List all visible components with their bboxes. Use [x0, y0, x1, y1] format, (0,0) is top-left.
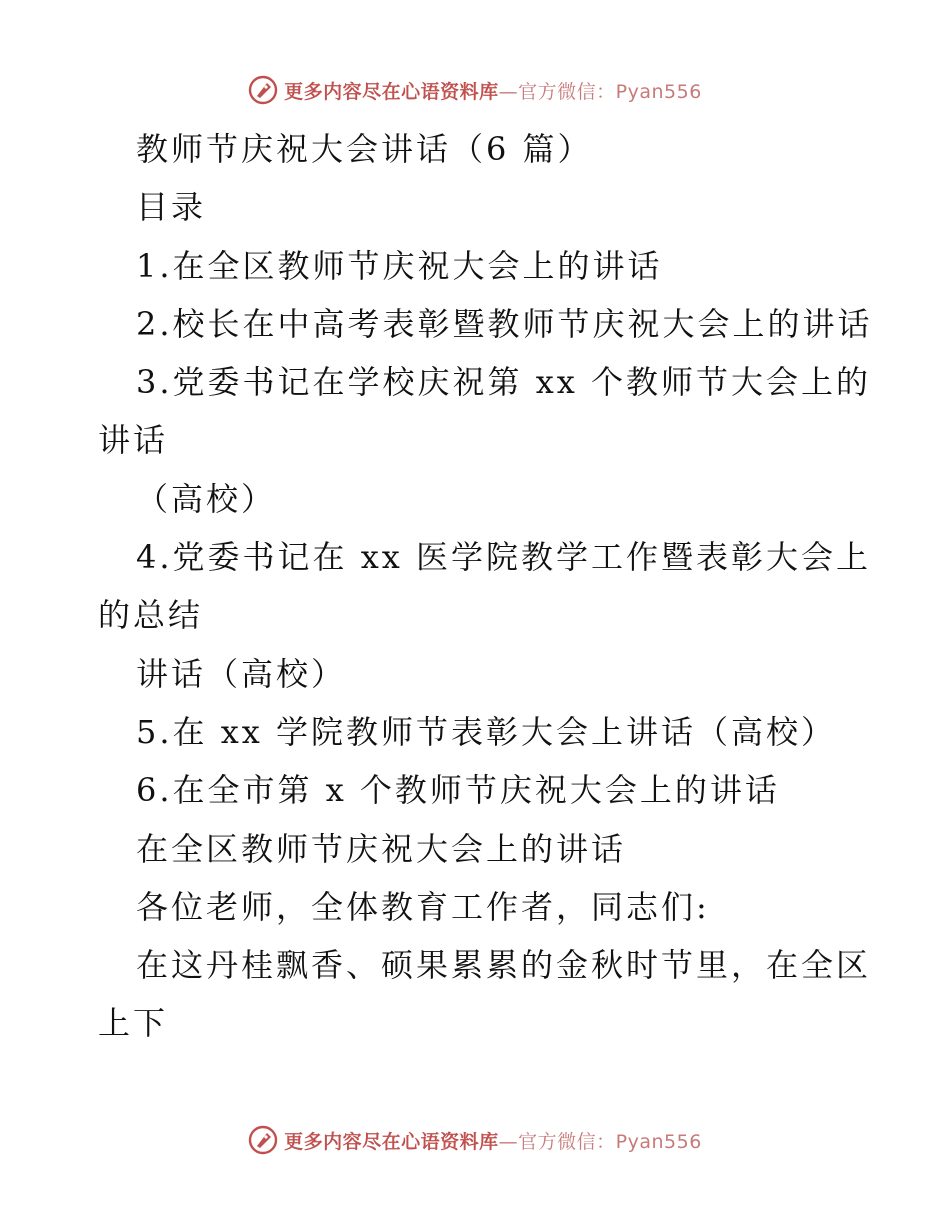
- text-line: 1.在全区教师节庆祝大会上的讲话: [136, 246, 663, 285]
- text-line: 6.在全市第 x 个教师节庆祝大会上的讲话: [136, 771, 780, 810]
- text-line: 2.校长在中高考表彰暨教师节庆祝大会上的讲话: [136, 304, 873, 343]
- banner-lead: 更多内容尽在心语资料库: [284, 1130, 499, 1153]
- text-line: 的总结: [98, 596, 204, 635]
- banner-tail: 官方微信：Pyan556: [518, 80, 702, 103]
- text-line: 教师节庆祝大会讲话（6 篇）: [136, 130, 593, 168]
- text-line: （高校）: [136, 479, 277, 518]
- text-line: 在全区教师节庆祝大会上的讲话: [136, 829, 627, 868]
- banner-dash: —: [498, 80, 519, 103]
- text-line: 5.在 xx 学院教师节表彰大会上讲话（高校）: [136, 712, 836, 751]
- text-line: 在这丹桂飘香、硕果累累的金秋时节里，在全区: [136, 946, 872, 985]
- header-banner: [0, 70, 950, 110]
- banner-text: [284, 1127, 702, 1154]
- banner-tail: 官方微信：Pyan556: [518, 1130, 702, 1153]
- text-line: 讲话: [98, 421, 169, 460]
- text-line: 4.党委书记在 xx 医学院教学工作暨表彰大会上: [136, 538, 871, 577]
- banner-text: [284, 77, 702, 104]
- banner-dash: —: [498, 1130, 519, 1153]
- text-line: 上下: [98, 1004, 169, 1043]
- document-body: [98, 120, 873, 1053]
- text-line: 3.党委书记在学校庆祝第 xx 个教师节大会上的: [136, 363, 871, 402]
- banner-lead: 更多内容尽在心语资料库: [284, 80, 499, 103]
- footer-banner: [0, 1120, 950, 1160]
- pen-nib-icon: [248, 1125, 278, 1155]
- pen-nib-icon: [248, 75, 278, 105]
- text-line: 目录: [136, 188, 207, 227]
- text-line: 讲话（高校）: [136, 654, 347, 693]
- text-line: 各位老师，全体教育工作者，同志们:: [136, 887, 710, 926]
